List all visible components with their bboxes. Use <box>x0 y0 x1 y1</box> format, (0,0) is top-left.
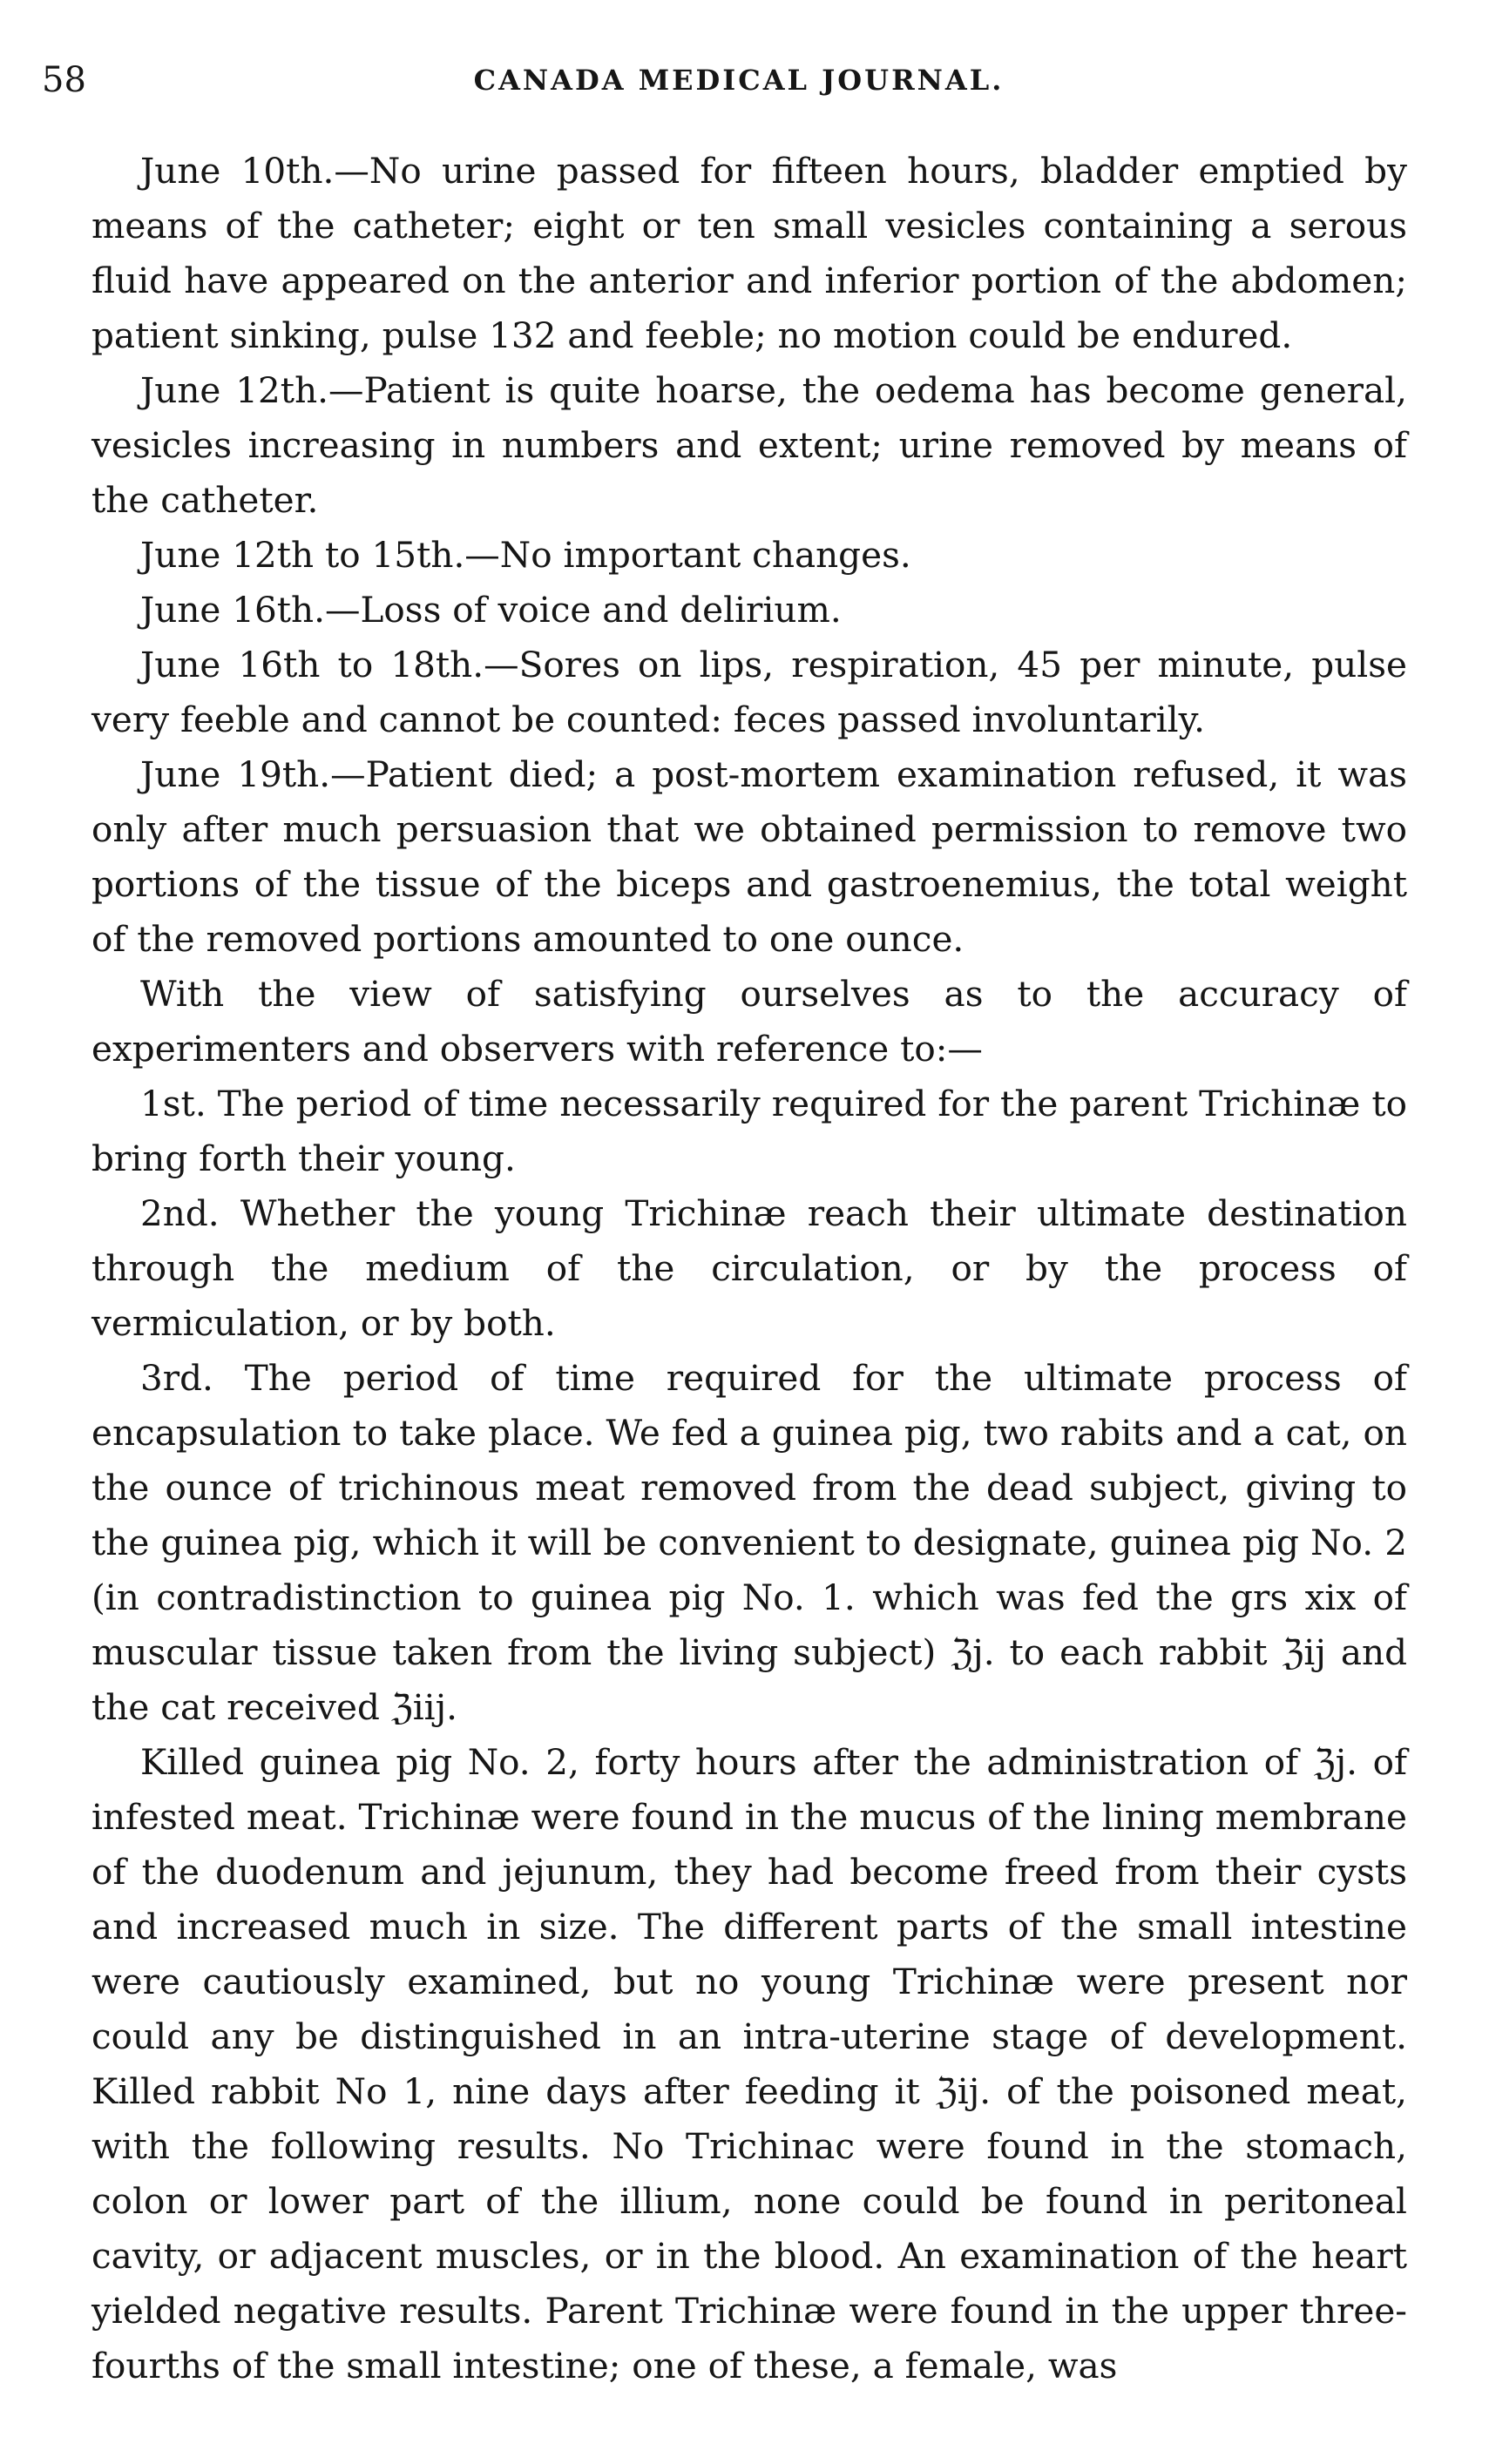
paragraph-third-question: 3rd. The period of time required for the ultimate process of encapsulation to take place. We fed a guinea pig, two rabits and a cat, on the ounce of trichinous meat removed from the dead subject, giving to the guinea pig, which it will be convenient to designate, guinea pig No. 2 (in contradistinction to guinea pig No. 1. which was fed the grs xix of muscular tissue taken from the living subject) ℨj. to each rabbit ℨij and the cat received ℨiij. <box>91 1357 1407 1728</box>
paragraph-june-12: June 12th.—Patient is quite hoarse, the oedema has become general, vesicles increasing in numbers and extent; urine removed by means of the catheter. <box>91 369 1407 521</box>
article-body <box>91 144 1407 2393</box>
paragraph-second-question: 2nd. Whether the young Trichinæ reach their ultimate destination through the medium of the circulation, or by the process of vermiculation, or by both. <box>91 1192 1407 1344</box>
paragraph-june-12-15: June 12th to 15th.—No important changes. <box>140 534 911 576</box>
paragraph-june-10: June 10th.—No urine passed for fifteen hours, bladder emptied by means of the catheter; eight or ten small vesicles containing a serous fluid have appeared on the anterior and inferior portion of the abdomen; patient sinking, pulse 132 and feeble; no motion could be endured. <box>91 150 1407 356</box>
paragraph-guinea-pig-results: Killed guinea pig No. 2, forty hours after the administration of ℨj. of infested meat. Trichinæ were found in the mucus of the lining membrane of the duodenum and jejunum, they had become freed from their cysts and increased much in size. The different parts of the small intestine were cautiously examined, but no young Trichinæ were present nor could any be distinguished in an intra-uterine stage of development. Killed rabbit No 1, nine days after feeding it ℨij. of the poisoned meat, with the following results. No Trichinac were found in the stomach, colon or lower part of the illium, none could be found in peritoneal cavity, or adjacent muscles, or in the blood. An examination of the heart yielded negative results. Parent Trichinæ were found in the upper three-fourths of the small intestine; one of these, a female, was <box>91 1741 1407 2386</box>
page-number: 58 <box>42 60 86 100</box>
page-header <box>42 54 1436 106</box>
paragraph-experiment-intro: With the view of satisfying ourselves as to the accuracy of experimenters and observers with reference to:— <box>91 973 1407 1070</box>
paragraph-june-19: June 19th.—Patient died; a post-mortem examination refused, it was only after much persuasion that we obtained permission to remove two portions of the tissue of the biceps and gastroenemius, the total weight of the removed portions amounted to one ounce. <box>91 753 1407 960</box>
paragraph-june-16: June 16th.—Loss of voice and delirium. <box>140 589 842 631</box>
paragraph-june-16-18: June 16th to 18th.—Sores on lips, respiration, 45 per minute, pulse very feeble and cannot be counted: feces passed involuntarily. <box>91 644 1407 740</box>
running-head: CANADA MEDICAL JOURNAL. <box>473 64 1005 97</box>
paragraph-first-question: 1st. The period of time necessarily required for the parent Trichinæ to bring forth their young. <box>91 1083 1407 1179</box>
